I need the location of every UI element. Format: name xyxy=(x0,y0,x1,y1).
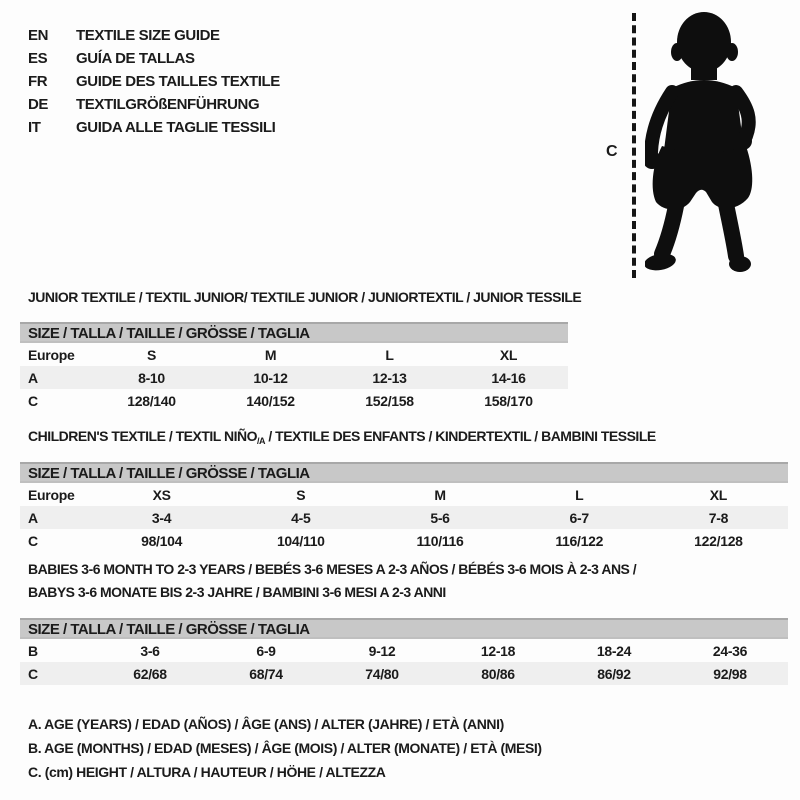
children-size-table xyxy=(20,462,788,552)
language-row-it xyxy=(28,116,280,139)
row-label: B xyxy=(28,642,38,659)
size-cell: 62/68 xyxy=(133,665,167,682)
table-row-europe xyxy=(20,483,788,506)
row-label: A xyxy=(28,369,38,386)
size-cell: 140/152 xyxy=(246,392,295,409)
row-label: A xyxy=(28,509,38,526)
size-cell: 86/92 xyxy=(597,665,631,682)
size-cell: 14-16 xyxy=(491,369,526,386)
note-b-age-months: B. AGE (MONTHS) / EDAD (MESES) / ÂGE (MOIS) / ALTER (MONATE) / ETÀ (MESI) xyxy=(28,740,542,756)
language-code: ES xyxy=(28,50,48,67)
row-label: Europe xyxy=(28,486,75,503)
size-cell: 12-13 xyxy=(372,369,407,386)
language-row-en xyxy=(28,24,280,47)
size-cell: 104/110 xyxy=(276,532,325,549)
size-cell: 6-9 xyxy=(256,642,276,659)
table-row-a xyxy=(20,506,788,529)
size-cell: 122/128 xyxy=(694,532,743,549)
babies-section-heading xyxy=(28,561,636,607)
size-cell: XL xyxy=(499,346,518,363)
language-code: IT xyxy=(28,119,41,136)
note-c-height-cm: C. (cm) HEIGHT / ALTURA / HAUTEUR / HÖHE / ALTEZZA xyxy=(28,764,386,780)
children-heading-pre: CHILDREN'S TEXTILE / TEXTIL NIÑO xyxy=(28,428,257,444)
table-row-b xyxy=(20,639,788,662)
language-code: EN xyxy=(28,27,49,44)
junior-section-heading: JUNIOR TEXTILE / TEXTIL JUNIOR/ TEXTILE JUNIOR / JUNIORTEXTIL / JUNIOR TESSILE xyxy=(28,289,582,305)
size-cell: 18-24 xyxy=(596,642,632,659)
language-code: FR xyxy=(28,73,48,90)
babies-heading-line1: BABIES 3-6 MONTH TO 2-3 YEARS / BEBÉS 3-6 MESES A 2-3 AÑOS / BÉBÉS 3-6 MOIS À 2-3 ANS / xyxy=(28,561,637,577)
size-cell: 98/104 xyxy=(141,532,183,549)
babies-heading-line2: BABYS 3-6 MONATE BIS 2-3 JAHRE / BAMBINI 3-6 MESI A 2-3 ANNI xyxy=(28,584,446,600)
size-table-header: SIZE / TALLA / TAILLE / GRÖSSE / TAGLIA xyxy=(20,618,788,639)
table-row-c xyxy=(20,529,788,552)
table-row-c xyxy=(20,389,568,412)
height-c-label: C xyxy=(606,143,618,160)
size-cell: XS xyxy=(152,486,171,503)
size-cell: 68/74 xyxy=(249,665,283,682)
table-row-a xyxy=(20,366,568,389)
size-cell: 3-6 xyxy=(140,642,160,659)
row-label: C xyxy=(28,532,38,549)
size-cell: 4-5 xyxy=(291,509,311,526)
language-row-de xyxy=(28,93,280,116)
language-title: TEXTILGRÖßENFÜHRUNG xyxy=(76,96,260,113)
language-title-list xyxy=(28,24,280,139)
size-cell: 9-12 xyxy=(368,642,396,659)
size-cell: XL xyxy=(709,486,728,503)
language-row-es xyxy=(28,47,280,70)
size-cell: 8-10 xyxy=(138,369,165,386)
size-table-header: SIZE / TALLA / TAILLE / GRÖSSE / TAGLIA xyxy=(20,322,568,343)
size-cell: 7-8 xyxy=(708,509,729,526)
junior-size-table xyxy=(20,322,568,412)
size-cell: 110/116 xyxy=(416,532,464,549)
size-cell: 12-18 xyxy=(480,642,516,659)
child-silhouette-icon xyxy=(645,10,760,278)
size-cell: 10-12 xyxy=(253,369,288,386)
size-cell: L xyxy=(385,346,394,363)
size-cell: M xyxy=(434,486,446,503)
table-row-c xyxy=(20,662,788,685)
language-code: DE xyxy=(28,96,49,113)
legend-notes xyxy=(28,712,542,784)
size-cell: S xyxy=(296,486,306,503)
size-cell: 92/98 xyxy=(713,665,747,682)
size-cell: 3-4 xyxy=(151,509,172,526)
size-cell: 128/140 xyxy=(127,392,176,409)
row-label: C xyxy=(28,665,38,682)
size-cell: M xyxy=(264,346,277,363)
children-section-heading xyxy=(28,428,656,446)
language-title: GUÍA DE TALLAS xyxy=(76,50,195,67)
row-label: C xyxy=(28,392,38,409)
size-cell: 5-6 xyxy=(430,509,450,526)
size-cell: 80/86 xyxy=(481,665,515,682)
children-heading-post: / TEXTILE DES ENFANTS / KINDERTEXTIL / BAMBINI TESSILE xyxy=(264,428,656,444)
size-cell: 24-36 xyxy=(712,642,748,659)
children-heading-subscript: /A xyxy=(256,436,265,446)
babies-size-table xyxy=(20,618,788,685)
size-cell: L xyxy=(575,486,584,503)
table-row-europe xyxy=(20,343,568,366)
language-title: GUIDE DES TAILLES TEXTILE xyxy=(76,73,280,90)
size-cell: 158/170 xyxy=(484,392,533,409)
size-table-header: SIZE / TALLA / TAILLE / GRÖSSE / TAGLIA xyxy=(20,462,788,483)
note-a-age-years: A. AGE (YEARS) / EDAD (AÑOS) / ÂGE (ANS) / ALTER (JAHRE) / ETÀ (ANNI) xyxy=(28,716,504,732)
size-cell: 74/80 xyxy=(365,665,399,682)
size-cell: 152/158 xyxy=(365,392,414,409)
size-cell: S xyxy=(146,346,157,363)
language-title: GUIDA ALLE TAGLIE TESSILI xyxy=(76,119,276,136)
language-title: TEXTILE SIZE GUIDE xyxy=(76,27,220,44)
size-cell: 6-7 xyxy=(569,509,589,526)
size-cell: 116/122 xyxy=(555,532,604,549)
row-label: Europe xyxy=(28,346,75,363)
height-measure-dashed-line xyxy=(632,13,636,278)
language-row-fr xyxy=(28,70,280,93)
